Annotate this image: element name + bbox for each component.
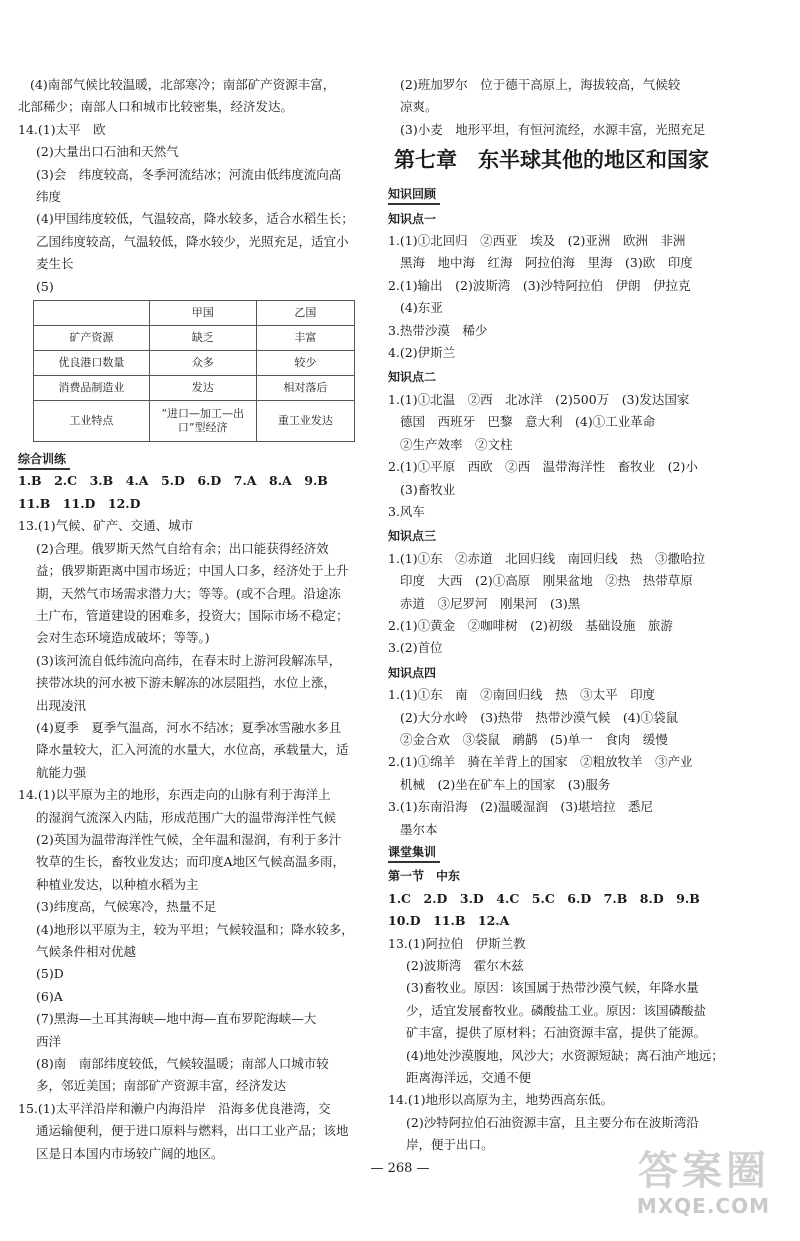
answer-line: 少，适宜发展畜牧业。磷酸盐工业。原因：该国磷酸盐 <box>406 1002 707 1018</box>
answer-line: (3)畜牧业。原因：该国属于热带沙漠气候，年降水量 <box>406 980 699 996</box>
answer-line: 土广布，管道建设的困难多，投资大；国际市场不稳定； <box>36 607 349 623</box>
answer-line: 纬度 <box>36 189 62 205</box>
question-13: 13.(1)阿拉伯 伊斯兰教 <box>388 935 526 951</box>
answer-line: (4)东亚 <box>400 300 443 316</box>
answer-line: (4)甲国纬度较低，气温较高，降水较多，适合水稻生长； <box>36 211 354 227</box>
table-row <box>34 376 355 401</box>
answer-line: (2)大量出口石油和天然气 <box>36 144 179 160</box>
table-row <box>34 351 355 376</box>
answer-line: (3)纬度高，气候寒冷，热量不足 <box>36 899 217 915</box>
section-heading: 课堂集训 <box>388 843 440 863</box>
answer-line: 降水量较大，汇入河流的水量大，水位高，承载量大，适 <box>36 742 349 758</box>
question-14: 14.(1)太平 欧 <box>18 121 106 137</box>
answer-line: 赤道 ③尼罗河 刚果河 (3)黑 <box>400 595 581 611</box>
table-cell: 消费品制造业 <box>34 376 150 401</box>
table-cell: 重工业发达 <box>256 401 354 442</box>
question-15: 15.(1)太平洋沿岸和濑户内海沿岸 沿海多优良港湾，交 <box>18 1100 331 1116</box>
answer-line: (3)小麦 地形平坦，有恒河流经，水源丰富，光照充足 <box>400 121 706 137</box>
answer-line: 德国 西班牙 巴黎 意大利 (4)①工业革命 <box>400 414 656 430</box>
table-row <box>34 401 355 442</box>
answer-line: (3)畜牧业 <box>400 481 456 497</box>
table-cell: 较少 <box>256 351 354 376</box>
answer-line: 会对生态环境造成破坏；等等。) <box>36 630 210 646</box>
knowledge-point-heading: 知识点三 <box>388 529 437 544</box>
table-cell: 丰富 <box>256 326 354 351</box>
knowledge-point-heading: 知识点一 <box>388 211 437 226</box>
answer-line: 4.(2)伊斯兰 <box>388 345 456 361</box>
answer-line: 西洋 <box>36 1033 62 1049</box>
answer-line: 1.(1)①东 南 ②南回归线 热 ③太平 印度 <box>388 687 656 703</box>
table-row <box>34 326 355 351</box>
answer-line: (5)D <box>36 966 64 982</box>
answer-line: 3.风车 <box>388 503 425 519</box>
answer-line: (2)沙特阿拉伯石油资源丰富，且主要分布在波斯湾沿 <box>406 1114 699 1130</box>
answer-line: ②金合欢 ③袋鼠 鸸鹋 (5)单一 食肉 缓慢 <box>400 731 668 747</box>
table-cell: 优良港口数量 <box>34 351 150 376</box>
answer-line: 1.(1)①北温 ②西 北冰洋 (2)500万 (3)发达国家 <box>388 391 690 407</box>
answer-line: 北部稀少；南部人口和城市比较密集，经济发达。 <box>18 99 294 115</box>
answer-line: 牧草的生长，畜牧业发达；而印度A地区气候高温多雨， <box>36 854 346 870</box>
section-heading: 综合训练 <box>18 450 70 470</box>
lesson-heading: 第一节 中东 <box>388 869 461 884</box>
answer-line: 的湿润气流深入内陆，形成范围广大的温带海洋性气候 <box>36 809 337 825</box>
table-cell: 矿产资源 <box>34 326 150 351</box>
answer-line: 期，天然气市场需求潜力大；等等。(或不合理。沿途冻 <box>36 585 341 601</box>
answer-line: 乙国纬度较高，气温较低，降水较少，光照充足，适宜小 <box>36 233 349 249</box>
answer-line: (2)大分水岭 (3)热带 热带沙漠气候 (4)①袋鼠 <box>400 709 679 725</box>
answer-line: 机械 (2)坐在矿车上的国家 (3)服务 <box>400 776 611 792</box>
answer-line: 黑海 地中海 红海 阿拉伯海 里海 (3)欧 印度 <box>400 255 693 271</box>
comparison-table <box>33 300 355 442</box>
question-14: 14.(1)地形以高原为主，地势西高东低。 <box>388 1092 614 1108</box>
answer-line: (4)夏季 夏季气温高，河水不结冰；夏季冰雪融水多且 <box>36 719 342 735</box>
knowledge-point-heading: 知识点四 <box>388 665 437 680</box>
answer-line: 多，邻近美国；南部矿产资源丰富，经济发达 <box>36 1078 287 1094</box>
section-heading: 知识回顾 <box>388 185 440 205</box>
answer-line: (4)地形以平原为主，较为平坦；气候较温和；降水较多， <box>36 921 354 937</box>
mc-answers: 10.D 11.B 12.A <box>388 913 510 929</box>
mc-answers: 1.C 2.D 3.D 4.C 5.C 6.D 7.B 8.D 9.B <box>388 890 700 906</box>
answer-line: (3)会 纬度较高，冬季河流结冰；河流由低纬度流向高 <box>36 166 342 182</box>
answer-line: 益；俄罗斯距离中国市场近；中国人口多，经济处于上升 <box>36 563 349 579</box>
answer-line: 挟带冰块的河水被下游未解冻的冰层阻挡，水位上涨， <box>36 675 337 691</box>
watermark-url: MXQE.COM <box>636 1194 770 1218</box>
answer-line: (7)黑海—土耳其海峡—地中海—直布罗陀海峡—大 <box>36 1011 317 1027</box>
table-cell: 乙国 <box>256 301 354 326</box>
watermark-text: 答案圈 <box>638 1148 770 1194</box>
left-column <box>18 74 380 1165</box>
question-14: 14.(1)以平原为主的地形，东西走向的山脉有利于海洋上 <box>18 787 331 803</box>
question-13: 13.(1)气候、矿产、交通、城市 <box>18 518 194 534</box>
mc-answers: 1.B 2.C 3.B 4.A 5.D 6.D 7.A 8.A 9.B <box>18 473 328 489</box>
mc-answers: 11.B 11.D 12.D <box>18 495 141 511</box>
answer-line: (2)英国为温带海洋性气候，全年温和湿润，有利于多汁 <box>36 831 342 847</box>
answer-line: 2.(1)输出 (2)波斯湾 (3)沙特阿拉伯 伊朗 伊拉克 <box>388 277 691 293</box>
answer-line: ②生产效率 ②文柱 <box>400 436 513 452</box>
answer-line: 矿丰富，提供了原材料；石油资源丰富，提供了能源。 <box>406 1025 707 1041</box>
watermark-logo <box>600 1148 770 1218</box>
table-cell: “进口—加工—出口”型经济 <box>149 401 256 442</box>
answer-line: 2.(1)①黄金 ②咖啡树 (2)初级 基础设施 旅游 <box>388 617 673 633</box>
answer-line: 3.热带沙漠 稀少 <box>388 322 488 338</box>
answer-line: 区是日本国内市场较广阔的地区。 <box>36 1145 224 1161</box>
page-number: — 268 — <box>370 1161 430 1176</box>
answer-line: (2)波斯湾 霍尔木兹 <box>406 958 524 974</box>
knowledge-point-heading: 知识点二 <box>388 370 437 385</box>
answer-line: 种植业发达，以种植水稻为主 <box>36 876 199 892</box>
answer-line: 1.(1)①东 ②赤道 北回归线 南回归线 热 ③撒哈拉 <box>388 550 706 566</box>
answer-line: 岸，便于出口。 <box>406 1137 494 1153</box>
right-column <box>388 74 733 1157</box>
answer-line: 凉爽。 <box>400 99 438 115</box>
answer-line: 3.(2)首位 <box>388 640 443 656</box>
table-header-row <box>34 301 355 326</box>
answer-line: 出现凌汛 <box>36 697 87 713</box>
answer-line: 麦生长 <box>36 256 74 272</box>
answer-line: 通运输便利，便于进口原料与燃料，出口工业产品；该地 <box>36 1123 349 1139</box>
table-cell: 发达 <box>149 376 256 401</box>
answer-line: (5) <box>36 278 54 294</box>
answer-line: (3)该河流自低纬流向高纬，在春末时上游河段解冻早， <box>36 652 342 668</box>
answer-line: (8)南 南部纬度较低，气候较温暖；南部人口城市较 <box>36 1056 329 1072</box>
answer-line: 3.(1)东南沿海 (2)温暖湿润 (3)堪培拉 悉尼 <box>388 799 654 815</box>
answer-line: 航能力强 <box>36 764 87 780</box>
answer-line: (4)地处沙漠腹地，风沙大；水资源短缺；离石油产地远； <box>406 1047 724 1063</box>
answer-line: (2)班加罗尔 位于德干高原上，海拔较高，气候较 <box>400 77 681 92</box>
answer-line: 墨尔本 <box>400 821 438 837</box>
answer-line: (6)A <box>36 988 63 1004</box>
answer-line: 气候条件相对优越 <box>36 944 137 959</box>
chapter-title: 第七章 东半球其他的地区和国家 <box>394 147 709 173</box>
answer-line: (4)南部气候比较温暖，北部寒冷；南部矿产资源丰富， <box>30 77 336 92</box>
table-cell <box>34 301 150 326</box>
answer-line: 距离海洋远，交通不便 <box>406 1070 532 1086</box>
table-cell: 缺乏 <box>149 326 256 351</box>
table-cell: 甲国 <box>149 301 256 326</box>
answer-line: 1.(1)①北回归 ②西亚 埃及 (2)亚洲 欧洲 非洲 <box>388 233 686 249</box>
answer-line: (2)合理。俄罗斯天然气自给有余；出口能获得经济效 <box>36 540 329 556</box>
answer-line: 印度 大西 (2)①高原 刚果盆地 ②热 热带草原 <box>400 573 693 589</box>
table-cell: 相对落后 <box>256 376 354 401</box>
table-cell: 工业特点 <box>34 401 150 442</box>
answer-line: 2.(1)①平原 西欧 ②西 温带海洋性 畜牧业 (2)小 <box>388 459 698 475</box>
answer-line: 2.(1)①绵羊 骑在羊背上的国家 ②粗放牧羊 ③产业 <box>388 754 693 770</box>
table-cell: 众多 <box>149 351 256 376</box>
